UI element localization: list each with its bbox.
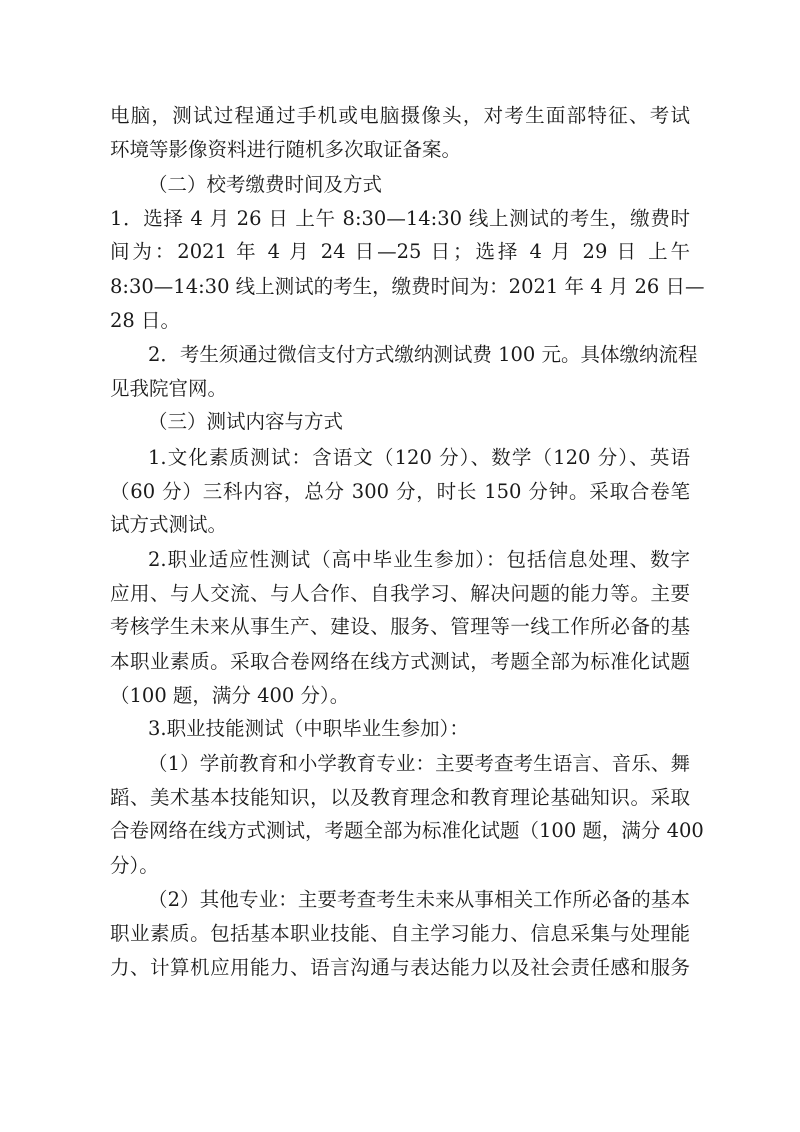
- text-line: 1．选择 4 月 26 日 上午 8:30—14:30 线上测试的考生，缴费时: [110, 207, 690, 230]
- text-line: 1.文化素质测试：含语文（120 分）、数学（120 分）、英语: [148, 446, 690, 469]
- text-line: 28 日。: [110, 309, 181, 332]
- text-line: 环境等影像资料进行随机多次取证备案。: [110, 138, 462, 161]
- text-line: 本职业素质。采取合卷网络在线方式测试，考题全部为标准化试题: [110, 650, 690, 673]
- section-heading: （二）校考缴费时间及方式: [148, 173, 383, 196]
- text-line: 8:30—14:30 线上测试的考生，缴费时间为：2021 年 4 月 26 日—: [110, 275, 705, 298]
- text-line: （1）学前教育和小学教育专业：主要考查考生语言、音乐、舞: [148, 752, 690, 775]
- text-line: 力、计算机应用能力、语言沟通与表达能力以及社会责任感和服务: [110, 956, 690, 979]
- text-line: 间为：2021 年 4 月 24 日—25 日；选择 4 月 29 日 上午: [110, 240, 690, 263]
- text-line: 蹈、美术基本技能知识，以及教育理念和教育理论基础知识。采取: [110, 786, 690, 809]
- section-heading: （三）测试内容与方式: [148, 410, 344, 433]
- text-line: （60 分）三科内容，总分 300 分，时长 150 分钟。采取合卷笔: [110, 480, 690, 503]
- text-line: 2.职业适应性测试（高中毕业生参加）：包括信息处理、数字: [148, 548, 690, 571]
- text-line: 合卷网络在线方式测试，考题全部为标准化试题（100 题，满分 400: [110, 819, 704, 842]
- text-line: 考核学生未来从事生产、建设、服务、管理等一线工作所必备的基: [110, 615, 690, 638]
- text-line: 应用、与人交流、与人合作、自我学习、解决问题的能力等。主要: [110, 582, 690, 605]
- text-line: 分）。: [110, 854, 159, 877]
- text-line: （100 题，满分 400 分）。: [110, 684, 350, 707]
- text-line: 3.职业技能测试（中职毕业生参加）：: [148, 717, 469, 740]
- text-line: 电脑，测试过程通过手机或电脑摄像头，对考生面部特征、考试: [110, 104, 690, 127]
- text-line: 见我院官网。: [110, 377, 228, 400]
- text-line: （2）其他专业：主要考查考生未来从事相关工作所必备的基本: [148, 888, 690, 911]
- text-line: 试方式测试。: [110, 513, 228, 536]
- text-line: 2．考生须通过微信支付方式缴纳测试费 100 元。具体缴纳流程: [148, 343, 698, 366]
- text-line: 职业素质。包括基本职业技能、自主学习能力、信息采集与处理能: [110, 922, 690, 945]
